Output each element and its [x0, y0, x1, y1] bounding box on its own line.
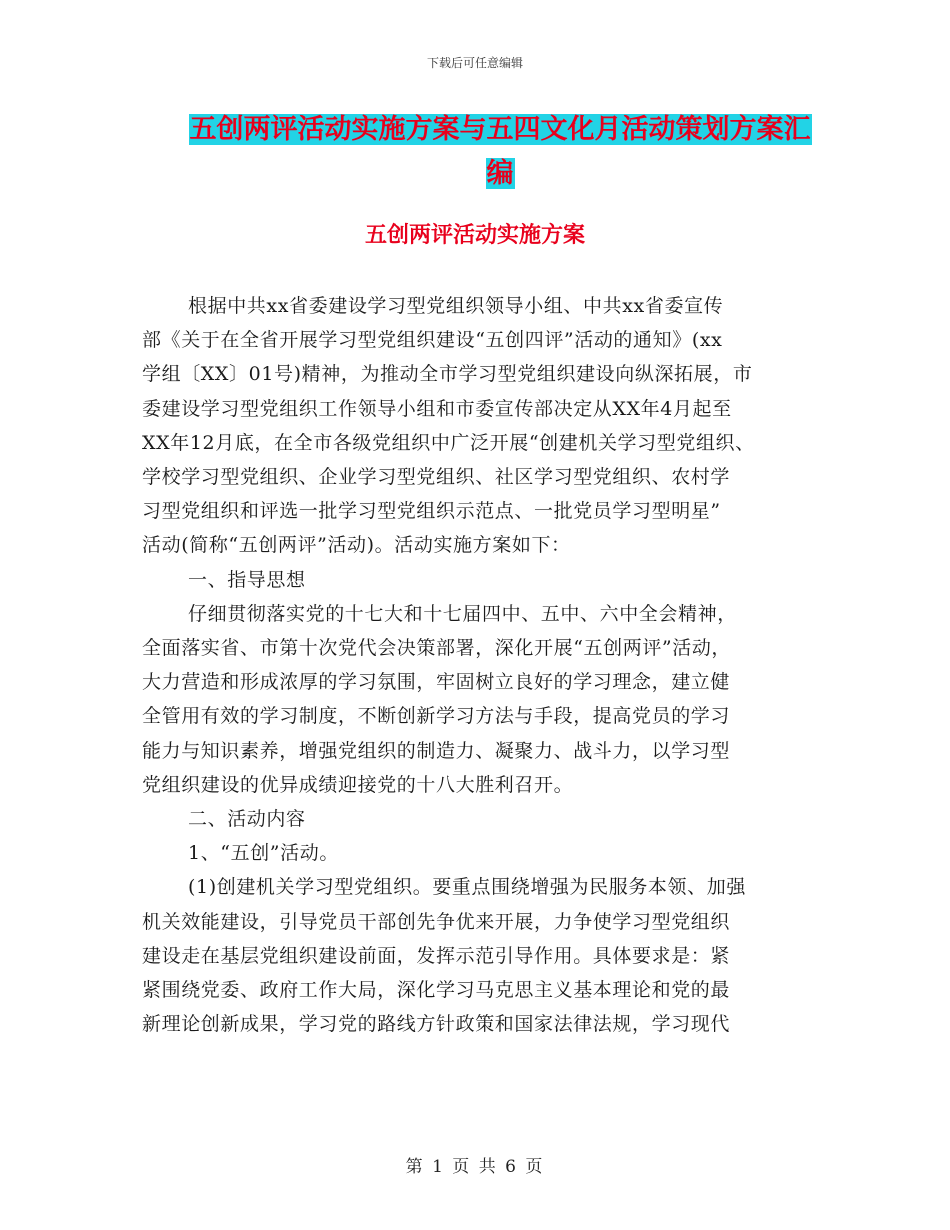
body-line: 仔细贯彻落实党的十七大和十七届四中、五中、六中全会精神， [188, 602, 737, 625]
body-line: 全面落实省、市第十次党代会决策部署，深化开展“五创两评”活动， [142, 637, 732, 660]
body-line: 全管用有效的学习制度，不断创新学习方法与手段，提高党员的学习 [142, 705, 731, 728]
body-line: 根据中共xx省委建设学习型党组织领导小组、中共xx省委宣传 [188, 295, 724, 317]
body-line: 能力与知识素养，增强党组织的制造力、凝聚力、战斗力，以学习型 [142, 739, 731, 762]
body-line: 新理论创新成果，学习党的路线方针政策和国家法律法规，学习现代 [142, 1013, 731, 1036]
page-footer: 第 1 页 共 6 页 [405, 1157, 545, 1177]
body-line: 党组织建设的优异成绩迎接党的十八大胜利召开。 [142, 773, 574, 796]
body-line: (1)创建机关学习型党组织。要重点围绕增强为民服务本领、加强 [188, 876, 746, 899]
heading-guiding-thought: 一、指导思想 [188, 568, 306, 591]
body-line: XX年12月底，在全市各级党组织中广泛开展“创建机关学习型党组织、 [142, 431, 755, 454]
body-line: 紧围绕党委、政府工作大局，深化学习马克思主义基本理论和党的最 [142, 979, 731, 1002]
document-title-line-1: 五创两评活动实施方案与五四文化月活动策划方案汇 [189, 114, 811, 145]
heading-activity-content: 二、活动内容 [188, 808, 306, 831]
body-line: 大力营造和形成浓厚的学习氛围，牢固树立良好的学习理念，建立健 [142, 671, 731, 694]
body-line: 委建设学习型党组织工作领导小组和市委宣传部决定从XX年4月起至 [142, 397, 732, 420]
subheading-five-creations: 1、“五创”活动。 [188, 842, 339, 865]
document-body [142, 289, 822, 1041]
body-line: 建设走在基层党组织建设前面，发挥示范引导作用。具体要求是：紧 [142, 944, 731, 967]
body-line: 机关效能建设，引导党员干部创先争优来开展，力争使学习型党组织 [142, 910, 731, 933]
body-line: 学校学习型党组织、企业学习型党组织、社区学习型党组织、农村学 [142, 466, 731, 489]
section-title: 五创两评活动实施方案 [364, 223, 585, 248]
body-line: 活动(简称“五创两评”活动)。活动实施方案如下： [142, 534, 571, 557]
body-line: 部《关于在全省开展学习型党组织建设“五创四评”活动的通知》(xx [142, 329, 723, 352]
document-title-line-2: 编 [486, 158, 514, 189]
page-header-note: 下载后可任意编辑 [426, 56, 523, 70]
body-line: 习型党组织和评选一批学习型党组织示范点、一批党员学习型明星” [142, 500, 721, 523]
body-line: 学组〔XX〕01号)精神，为推动全市学习型党组织建设向纵深拓展，市 [142, 363, 753, 386]
document-title [185, 108, 815, 196]
